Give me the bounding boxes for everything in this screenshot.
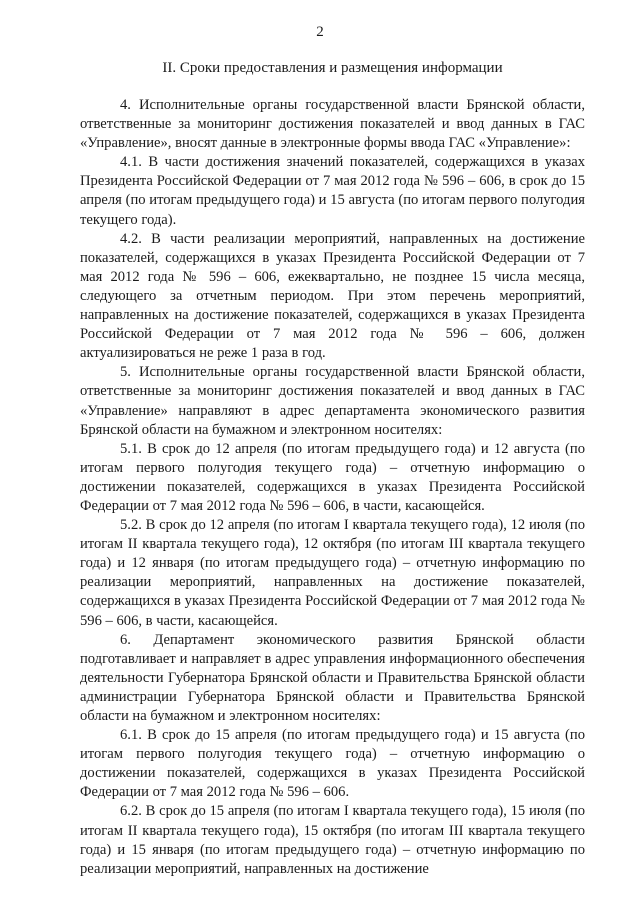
page-number: 2 xyxy=(316,24,324,40)
paragraph-6-2: 6.2. В срок до 15 апреля (по итогам I квартала текущего года), 15 июля (по итогам II квартала текущего года), 15 октября (по итогам III квартала текущего года) и 15 января (по итогам предыдущего года) – отчетную информацию по реализации мероприятий, направленных на достижение xyxy=(80,803,585,877)
document-body xyxy=(80,96,585,879)
paragraph-4: 4. Исполнительные органы государственной власти Брянской области, ответственные за мониторинг достижения показателей и ввод данных в ГАС «Управление», вносят данные в электронные формы ввода ГАС «Управление»: xyxy=(80,97,585,152)
paragraph-4-1: 4.1. В части достижения значений показателей, содержащихся в указах Президента Российской Федерации от 7 мая 2012 года № 596 – 606, в срок до 15 апреля (по итогам предыдущего года) и 15 августа (по итогам первого полугодия текущего года). xyxy=(80,154,585,228)
paragraph-6: 6. Департамент экономического развития Брянской области подготавливает и направляет в адрес управления информационного обеспечения деятельности Губернатора Брянской области и Правительства Брянской области администрации Губернатора Брянской области и Правительства Брянской области на бумажном и электронном носителях: xyxy=(80,631,585,724)
paragraph-6-1: 6.1. В срок до 15 апреля (по итогам предыдущего года) и 15 августа (по итогам первого полугодия текущего года) – отчетную информацию о достижении показателей, содержащихся в указах Президента Российской Федерации от 7 мая 2012 года № 596 – 606. xyxy=(80,727,585,801)
paragraph-4-2: 4.2. В части реализации мероприятий, направленных на достижение показателей, содержащихся в указах Президента Российской Федерации от 7 мая 2012 года № 596 – 606, ежеквартально, не позднее 15 числа месяца, следующего за отчетным периодом. При этом перечень мероприятий, направленных на достижение показателей, содержащихся в указах Президента Российской Федерации от 7 мая 2012 года № 596 – 606, должен актуализироваться не реже 1 раза в год. xyxy=(80,230,585,362)
paragraph-5-2: 5.2. В срок до 12 апреля (по итогам I квартала текущего года), 12 июля (по итогам II квартала текущего года), 12 октября (по итогам III квартала текущего года) и 12 января (по итогам предыдущего года) – отчетную информацию по реализации мероприятий, направленных на достижение показателей, содержащихся в указах Президента Российской Федерации от 7 мая 2012 года № 596 – 606, в части, касающейся. xyxy=(80,517,585,629)
paragraph-5: 5. Исполнительные органы государственной власти Брянской области, ответственные за мониторинг достижения показателей и ввод данных в ГАС «Управление» направляют в адрес департамента экономического развития Брянской области на бумажном и электронном носителях: xyxy=(80,364,585,438)
paragraph-5-1: 5.1. В срок до 12 апреля (по итогам предыдущего года) и 12 августа (по итогам первого полугодия текущего года) – отчетную информацию о достижении показателей, содержащихся в указах Президента Российской Федерации от 7 мая 2012 года № 596 – 606, в части, касающейся. xyxy=(80,440,585,514)
section-title: II. Сроки предоставления и размещения информации xyxy=(162,60,503,76)
